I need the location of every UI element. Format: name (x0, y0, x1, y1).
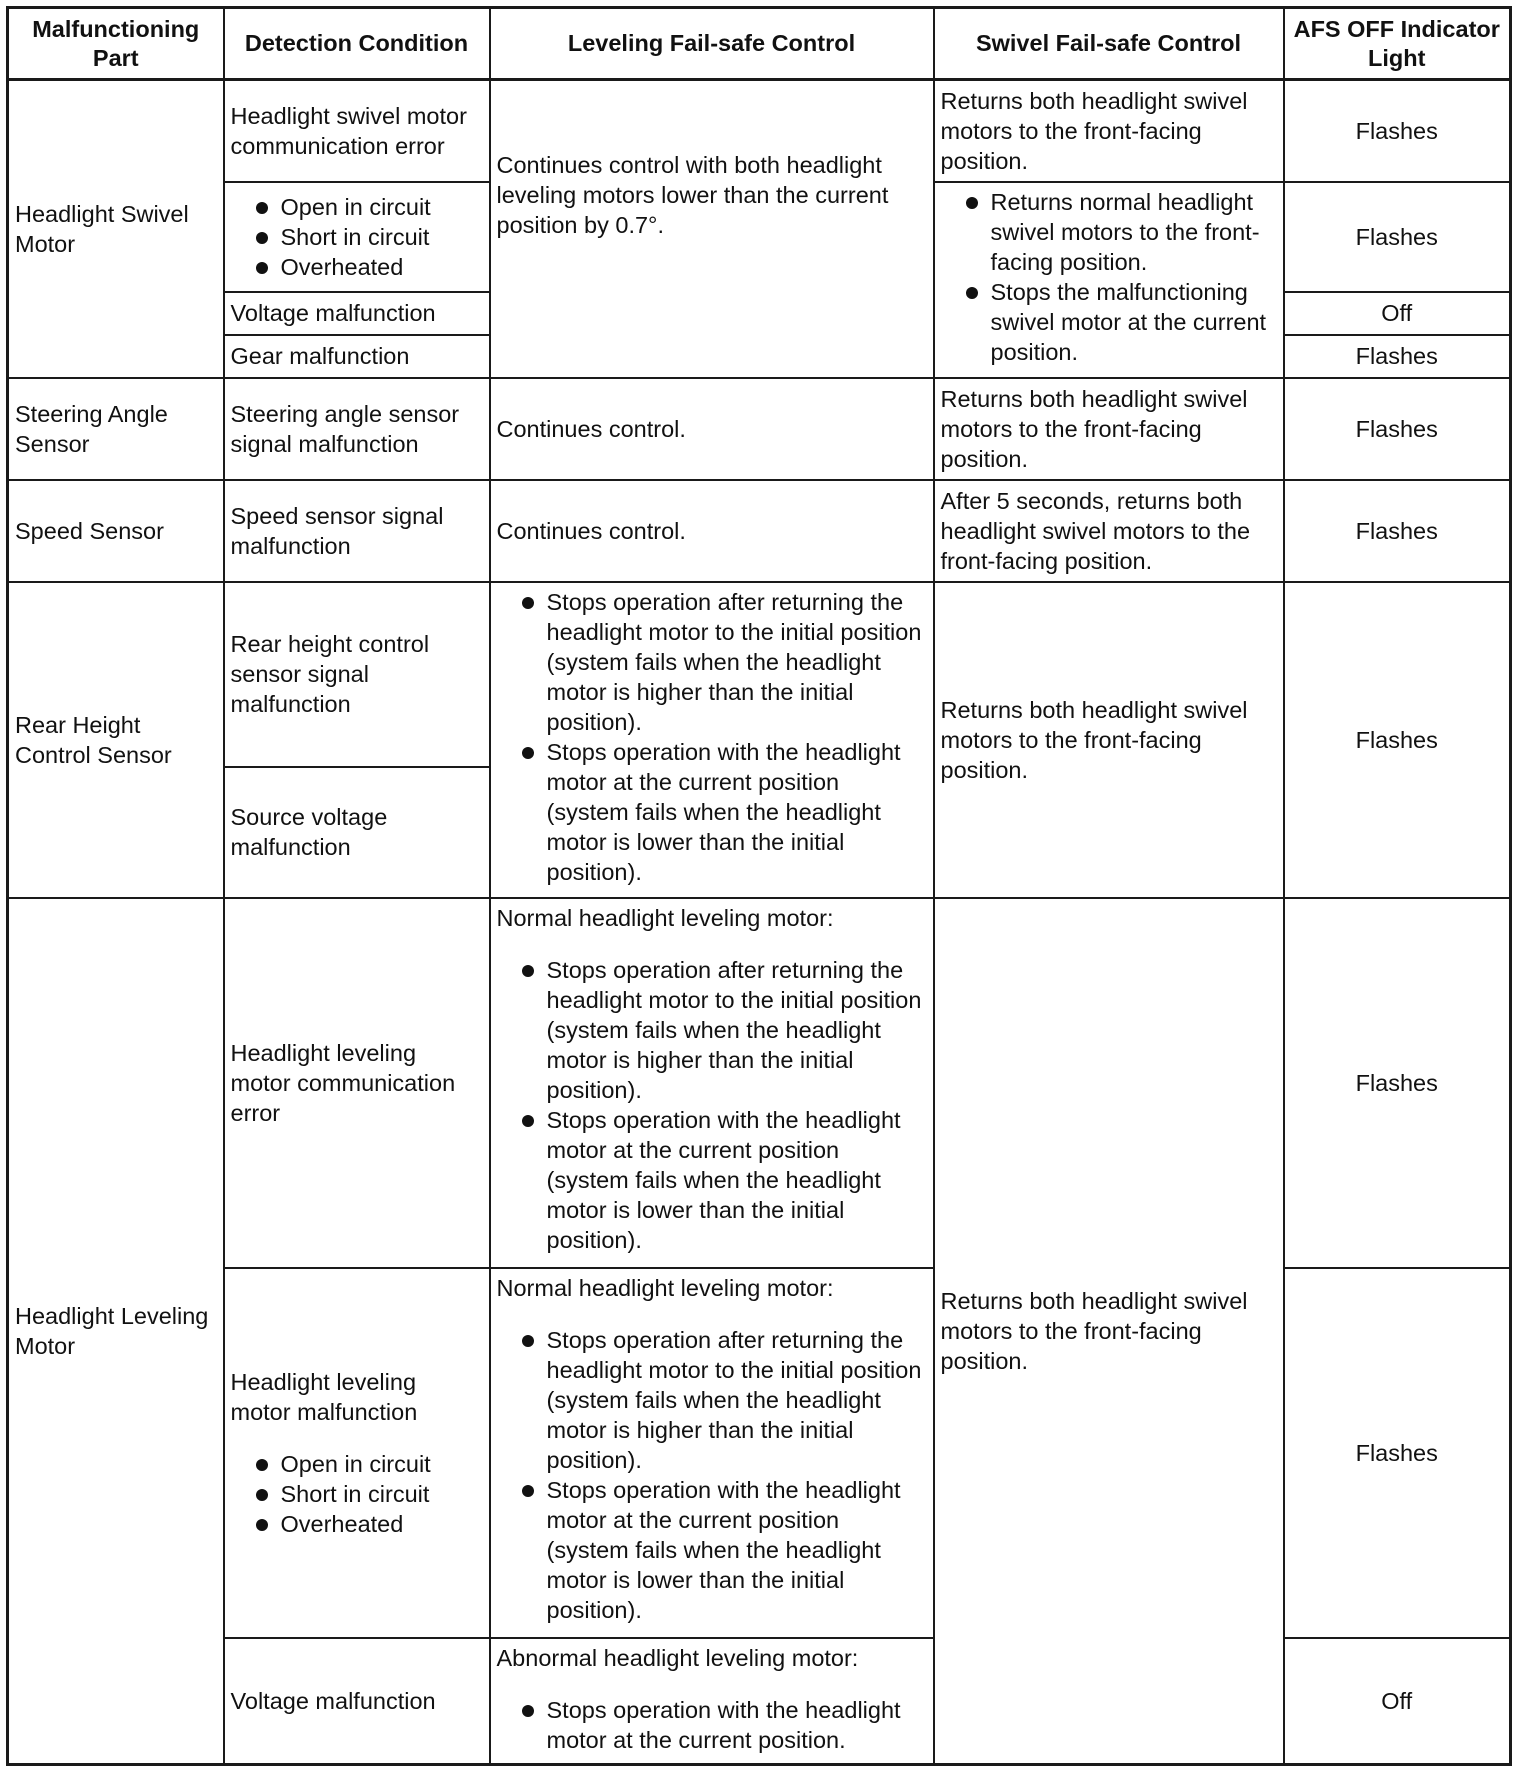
list-item: Short in circuit (231, 1479, 483, 1509)
afs-cell: Flashes (1284, 335, 1511, 378)
afs-cell: Flashes (1284, 80, 1511, 182)
header-afs: AFS OFF Indicator Light (1284, 8, 1511, 80)
list-item: Open in circuit (231, 192, 483, 222)
detection-cell (224, 182, 490, 292)
leveling-cell: Continues control. (490, 378, 934, 480)
swivel-cell: Returns both headlight swivel motors to the front-facing position. (934, 80, 1284, 182)
afs-cell: Off (1284, 292, 1511, 335)
leveling-cell (490, 80, 934, 378)
list-item: Stops operation after returning the headlight motor to the initial position (system fails when the headlight motor is higher than the initial position). (497, 955, 927, 1105)
list-item: Stops operation with the headlight motor at the current position (system fails when the headlight motor is lower than the initial position). (497, 1105, 927, 1255)
part-cell: Headlight Leveling Motor (8, 898, 224, 1765)
leveling-cell (490, 582, 934, 898)
list-item: Stops operation with the headlight motor at the current position (system fails when the headlight motor is lower than the initial position). (497, 1475, 927, 1625)
list-item: Stops operation after returning the headlight motor to the initial position (system fails when the headlight motor is higher than the initial position). (497, 1325, 927, 1475)
detection-cell: Voltage malfunction (224, 292, 490, 335)
leveling-cell (490, 1268, 934, 1638)
list-item: Overheated (231, 1509, 483, 1539)
part-cell: Headlight Swivel Motor (8, 80, 224, 378)
part-cell: Rear Height Control Sensor (8, 582, 224, 898)
detection-cell: Headlight swivel motor communication error (224, 80, 490, 182)
table-row (8, 1638, 1511, 1765)
leveling-intro: Abnormal headlight leveling motor: (496, 1644, 859, 1671)
list-item: Overheated (231, 252, 483, 282)
header-leveling: Leveling Fail-safe Control (490, 8, 934, 80)
swivel-cell: Returns both headlight swivel motors to the front-facing position. (934, 378, 1284, 480)
part-cell: Steering Angle Sensor (8, 378, 224, 480)
header-part: Malfunctioning Part (8, 8, 224, 80)
list-item: Stops operation with the headlight motor at the current position. (497, 1695, 927, 1755)
list-item: Stops operation after returning the headlight motor to the initial position (system fails when the headlight motor is higher than the initial position). (497, 587, 927, 737)
afs-cell: Flashes (1284, 1268, 1511, 1638)
list-item: Open in circuit (231, 1449, 483, 1479)
table-row (8, 480, 1511, 582)
afs-cell: Flashes (1284, 480, 1511, 582)
leveling-intro: Normal headlight leveling motor: (496, 904, 834, 931)
detection-cell: Gear malfunction (224, 335, 490, 378)
detection-cell: Headlight leveling motor communication error (224, 898, 490, 1268)
list-item: Stops the malfunctioning swivel motor at the current position. (941, 277, 1277, 367)
failsafe-table (6, 6, 1512, 1766)
list-item: Short in circuit (231, 222, 483, 252)
leveling-cell: Continues control. (490, 480, 934, 582)
detection-cell: Steering angle sensor signal malfunction (224, 378, 490, 480)
table-row (8, 582, 1511, 767)
afs-cell: Flashes (1284, 378, 1511, 480)
leveling-text: Continues control with both headlight leveling motors lower than the current position by 0.7°. (496, 152, 889, 239)
table-row (8, 80, 1511, 182)
header-swivel: Swivel Fail-safe Control (934, 8, 1284, 80)
detection-cell: Speed sensor signal malfunction (224, 480, 490, 582)
detection-cell: Source voltage malfunction (224, 767, 490, 898)
list-item: Returns normal headlight swivel motors to the front-facing position. (941, 187, 1277, 277)
afs-cell: Off (1284, 1638, 1511, 1765)
afs-cell: Flashes (1284, 582, 1511, 898)
header-row (8, 8, 1511, 80)
detection-cell (224, 1268, 490, 1638)
swivel-cell (934, 182, 1284, 378)
swivel-cell: After 5 seconds, returns both headlight swivel motors to the front-facing position. (934, 480, 1284, 582)
leveling-cell (490, 1638, 934, 1765)
part-cell: Speed Sensor (8, 480, 224, 582)
table-row (8, 1268, 1511, 1638)
swivel-cell: Returns both headlight swivel motors to the front-facing position. (934, 582, 1284, 898)
leveling-intro: Normal headlight leveling motor: (496, 1274, 834, 1301)
table-row (8, 898, 1511, 1268)
detection-text: Headlight leveling motor malfunction (230, 1368, 418, 1425)
swivel-cell: Returns both headlight swivel motors to the front-facing position. (934, 898, 1284, 1765)
afs-cell: Flashes (1284, 182, 1511, 292)
detection-cell: Voltage malfunction (224, 1638, 490, 1765)
header-detection: Detection Condition (224, 8, 490, 80)
list-item: Stops operation with the headlight motor at the current position (system fails when the headlight motor is lower than the initial position). (497, 737, 927, 887)
table-row (8, 378, 1511, 480)
detection-cell: Rear height control sensor signal malfunction (224, 582, 490, 767)
afs-cell: Flashes (1284, 898, 1511, 1268)
leveling-cell (490, 898, 934, 1268)
